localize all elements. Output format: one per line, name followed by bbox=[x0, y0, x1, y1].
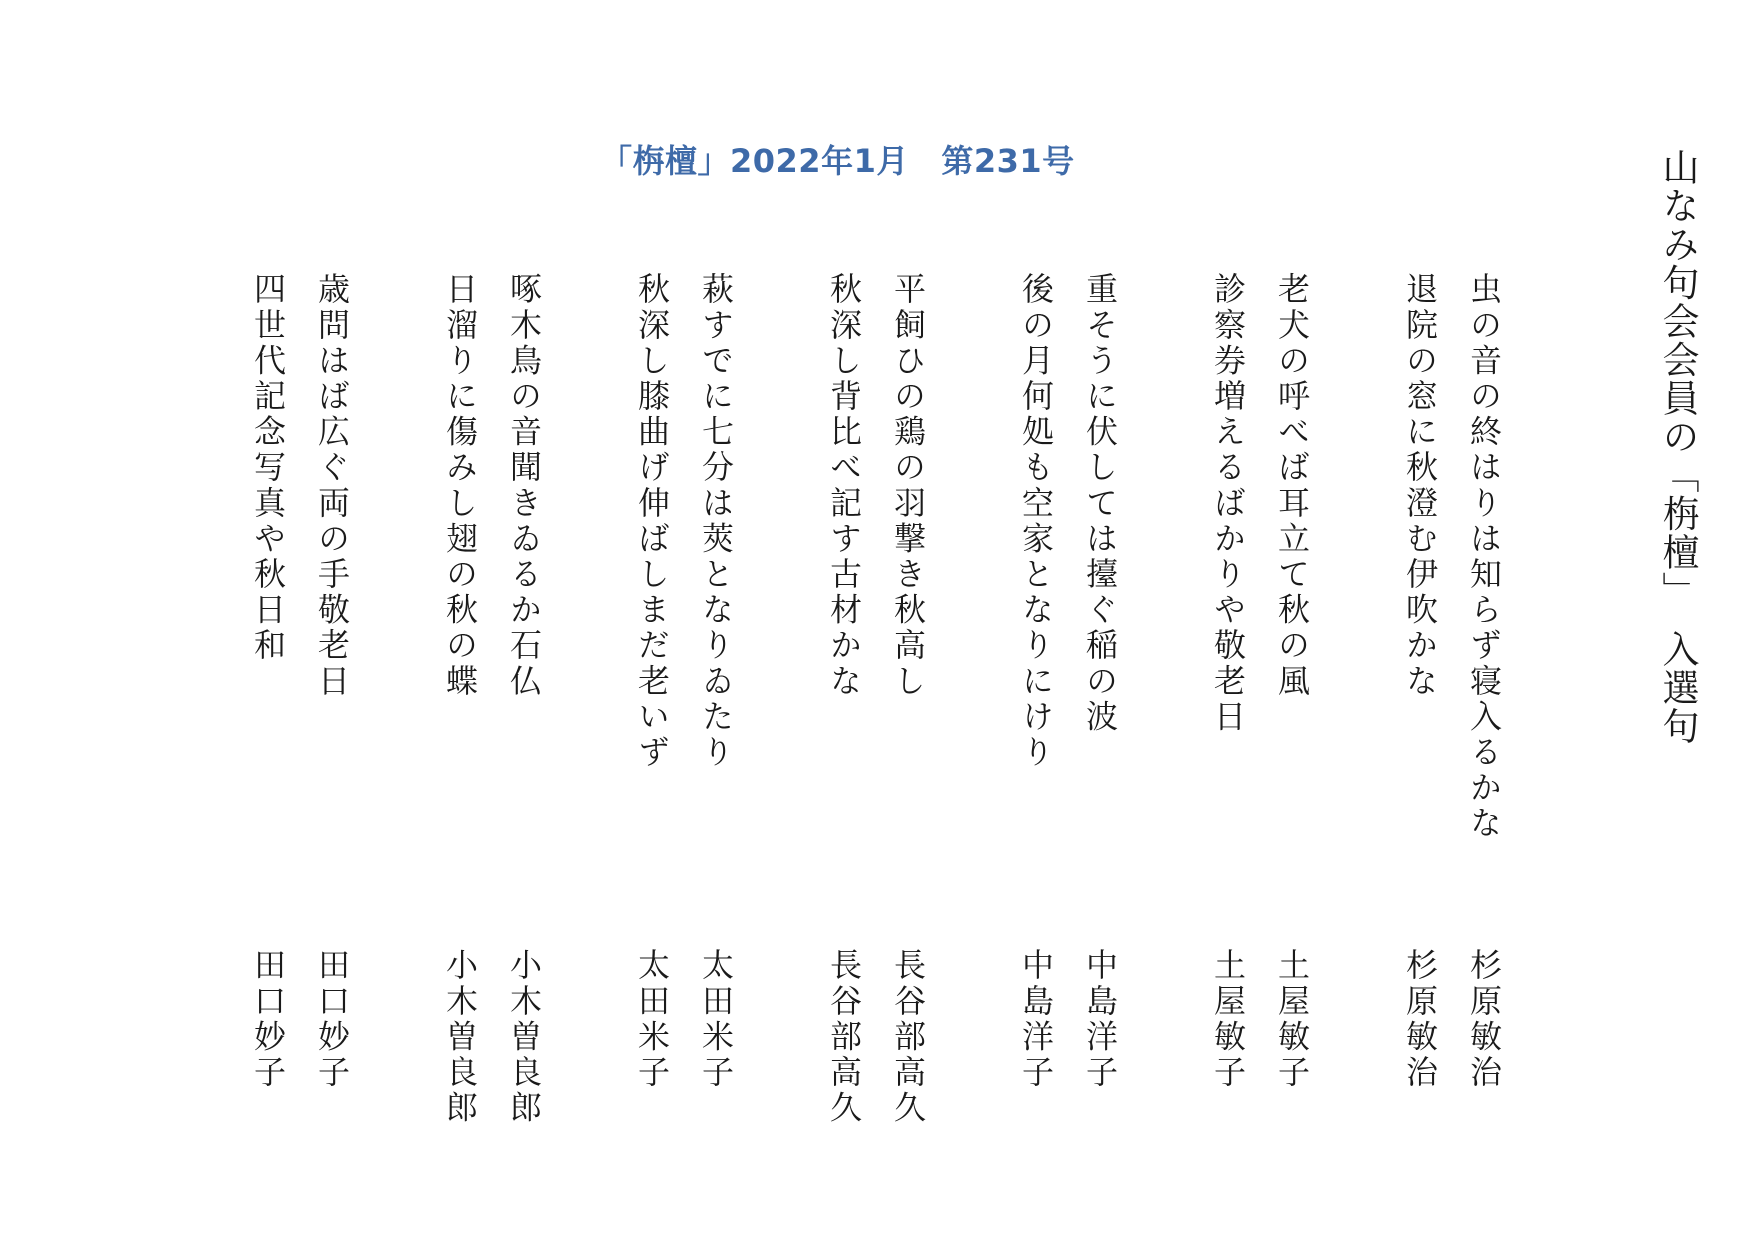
haiku-line: 後の月何処も空家となりにけり bbox=[1017, 272, 1055, 771]
haiku-line: 老犬の呼べば耳立て秋の風 bbox=[1273, 272, 1311, 700]
author-name: 田口妙子 bbox=[249, 948, 287, 1091]
haiku-line: 萩すでに七分は莢となりゐたり bbox=[697, 272, 735, 771]
author-name: 長谷部高久 bbox=[825, 948, 863, 1126]
haiku-line: 日溜りに傷みし翅の秋の蝶 bbox=[441, 272, 479, 700]
haiku-line: 平飼ひの鶏の羽撃き秋高し bbox=[889, 272, 927, 700]
author-name: 太田米子 bbox=[697, 948, 735, 1091]
haiku-line: 診察券増えるばかりや敬老日 bbox=[1209, 272, 1247, 735]
author-name: 太田米子 bbox=[633, 948, 671, 1091]
page-title: 山なみ句会会員の「栴檀」 入選句 bbox=[1656, 148, 1699, 746]
haiku-line: 歳問はば広ぐ両の手敬老日 bbox=[313, 272, 351, 700]
author-name: 長谷部高久 bbox=[889, 948, 927, 1126]
haiku-line: 退院の窓に秋澄む伊吹かな bbox=[1401, 272, 1439, 700]
haiku-line: 秋深し背比べ記す古材かな bbox=[825, 272, 863, 700]
author-name: 小木曽良郎 bbox=[505, 948, 543, 1126]
haiku-line: 重そうに伏しては擡ぐ稲の波 bbox=[1081, 272, 1119, 735]
author-name: 土屋敏子 bbox=[1273, 948, 1311, 1091]
haiku-line: 啄木鳥の音聞きゐるか石仏 bbox=[505, 272, 543, 700]
haiku-line: 秋深し膝曲げ伸ばしまだ老いず bbox=[633, 272, 671, 771]
author-name: 中島洋子 bbox=[1017, 948, 1055, 1091]
author-name: 杉原敏治 bbox=[1401, 948, 1439, 1091]
haiku-line: 虫の音の終はりは知らず寝入るかな bbox=[1465, 272, 1503, 842]
author-name: 中島洋子 bbox=[1081, 948, 1119, 1091]
author-name: 小木曽良郎 bbox=[441, 948, 479, 1126]
issue-header: 「栴檀」2022年1月 第231号 bbox=[600, 142, 1075, 180]
author-name: 土屋敏子 bbox=[1209, 948, 1247, 1091]
author-name: 田口妙子 bbox=[313, 948, 351, 1091]
haiku-line: 四世代記念写真や秋日和 bbox=[249, 272, 287, 664]
author-name: 杉原敏治 bbox=[1465, 948, 1503, 1091]
